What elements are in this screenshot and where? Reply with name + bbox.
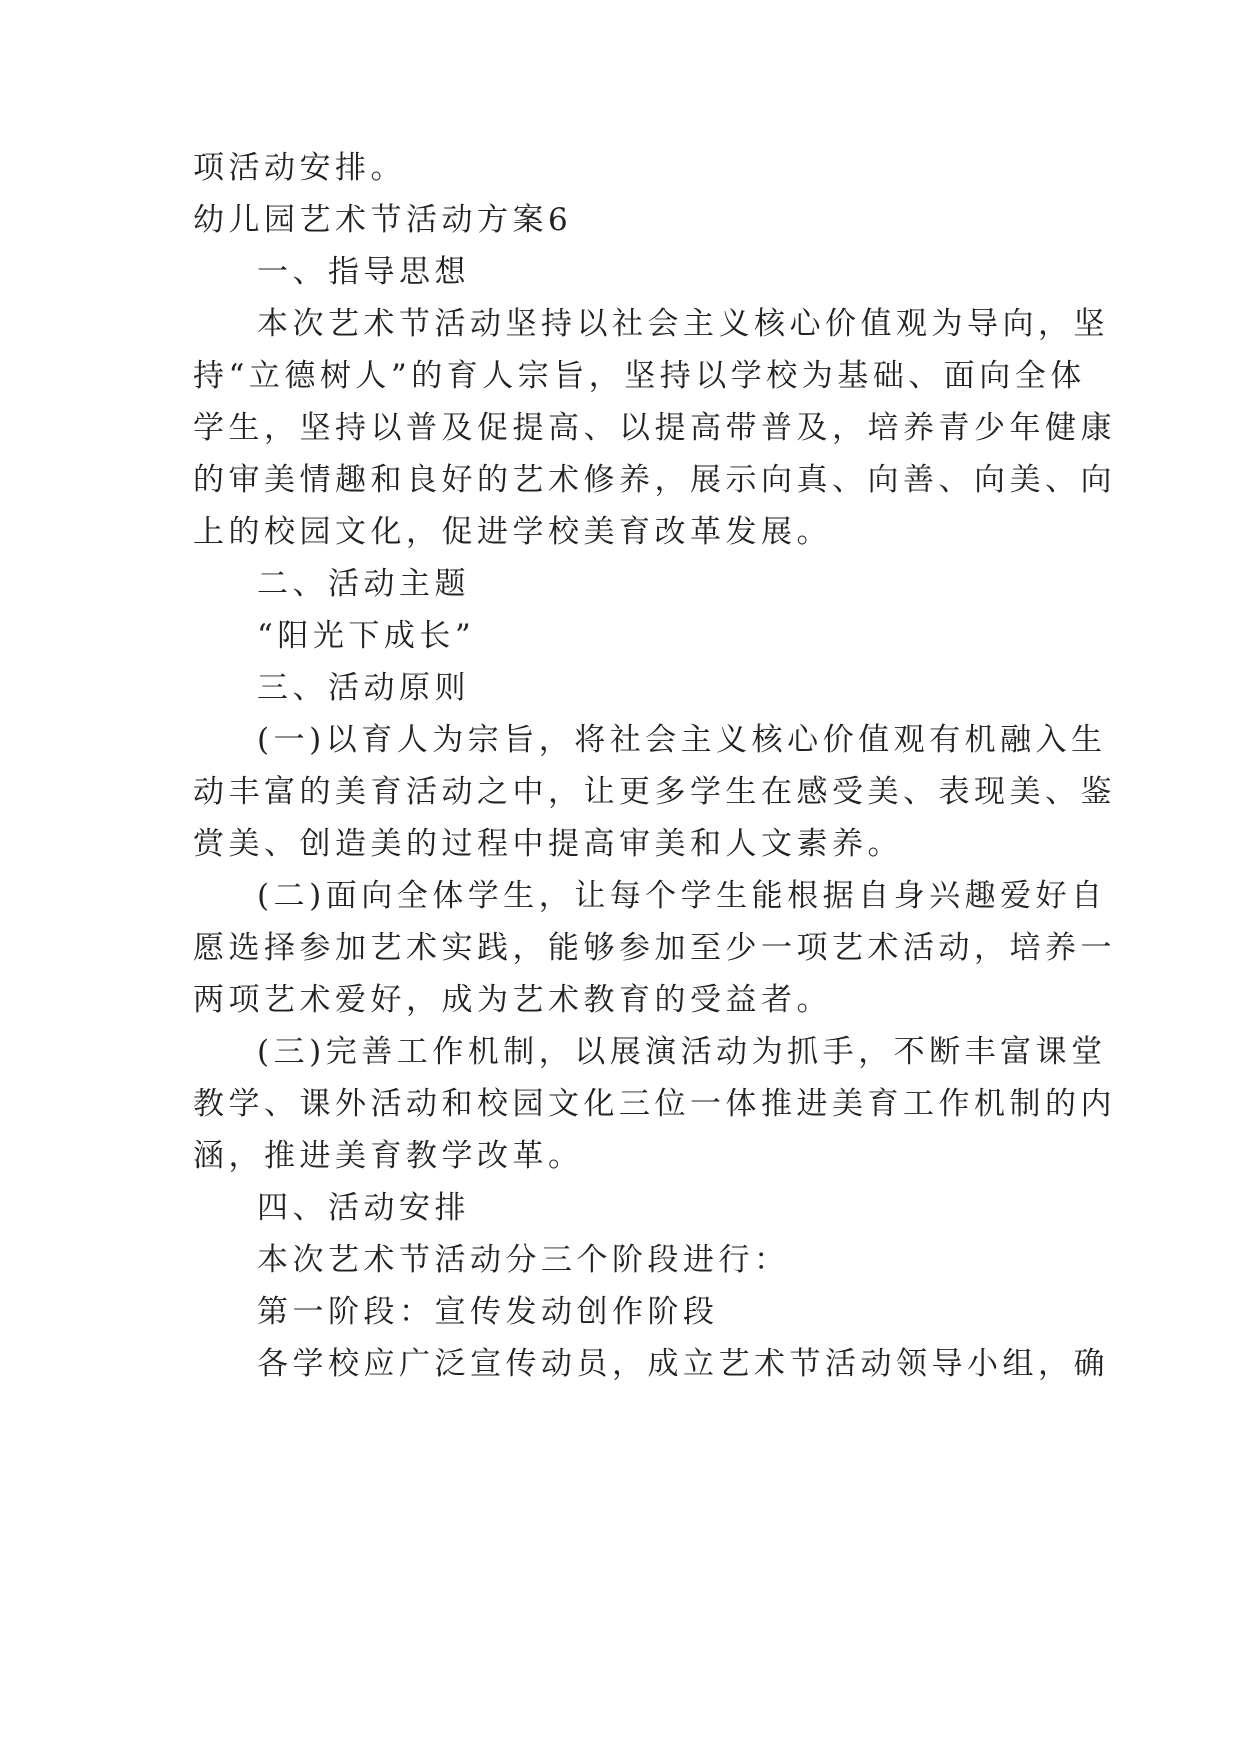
paragraph-line: 赏美、创造美的过程中提高审美和人文素养。 <box>193 826 903 862</box>
text-line: 项活动安排。 <box>193 150 406 186</box>
paragraph-line: (一)以育人为宗旨，将社会主义核心价值观有机融入生 <box>257 722 1107 758</box>
paragraph-line: 本次艺术节活动分三个阶段进行： <box>257 1242 790 1278</box>
paragraph-line: 涵，推进美育教学改革。 <box>193 1138 584 1174</box>
theme-text: “阳光下成长” <box>257 618 476 654</box>
section-heading: 四、活动安排 <box>257 1190 470 1226</box>
paragraph-line: 的审美情趣和良好的艺术修养，展示向真、向善、向美、向 <box>193 462 1116 498</box>
paragraph-line: 各学校应广泛宣传动员，成立艺术节活动领导小组，确 <box>257 1346 1109 1382</box>
paragraph-line: 动丰富的美育活动之中，让更多学生在感受美、表现美、鉴 <box>193 774 1116 810</box>
paragraph-line: (三)完善工作机制，以展演活动为抓手，不断丰富课堂 <box>257 1034 1107 1070</box>
paragraph-line: 学生，坚持以普及促提高、以提高带普及，培养青少年健康 <box>193 410 1116 446</box>
paragraph-line: 本次艺术节活动坚持以社会主义核心价值观为导向，坚 <box>257 306 1109 342</box>
subsection-heading: 第一阶段：宣传发动创作阶段 <box>257 1294 719 1330</box>
paragraph-line: (二)面向全体学生，让每个学生能根据自身兴趣爱好自 <box>257 878 1107 914</box>
paragraph-line: 愿选择参加艺术实践，能够参加至少一项艺术活动，培养一 <box>193 930 1116 966</box>
section-heading: 三、活动原则 <box>257 670 470 706</box>
paragraph-line: 两项艺术爱好，成为艺术教育的受益者。 <box>193 982 832 1018</box>
paragraph-line: 持“立德树人”的育人宗旨，坚持以学校为基础、面向全体 <box>193 358 1086 394</box>
plan-title: 幼儿园艺术节活动方案6 <box>193 202 573 238</box>
paragraph-line: 上的校园文化，促进学校美育改革发展。 <box>193 514 832 550</box>
section-heading: 二、活动主题 <box>257 566 470 602</box>
section-heading: 一、指导思想 <box>257 254 470 290</box>
paragraph-line: 教学、课外活动和校园文化三位一体推进美育工作机制的内 <box>193 1086 1116 1122</box>
